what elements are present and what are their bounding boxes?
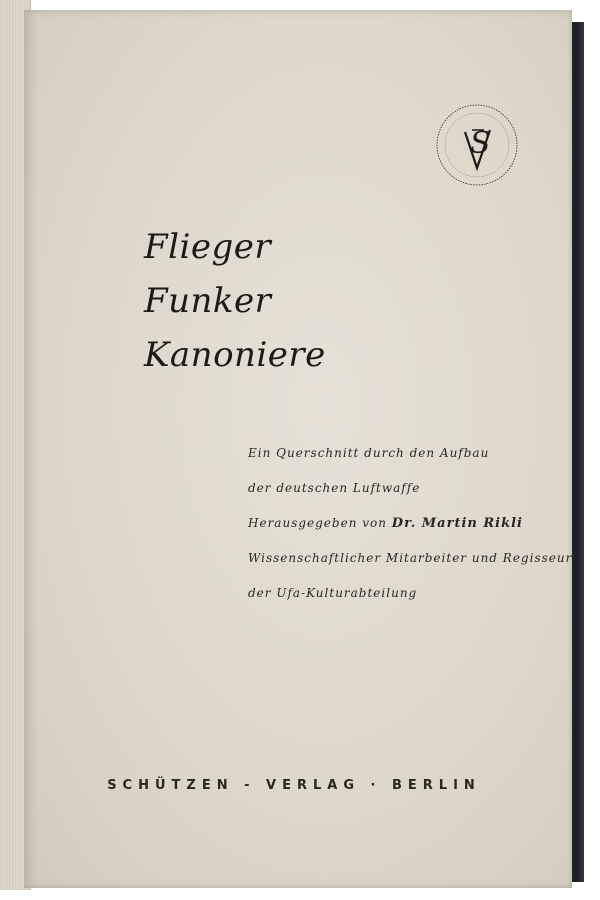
svg-text:S: S (470, 126, 491, 161)
subtitle-line-1: Ein Querschnitt durch den Aufbau (248, 446, 490, 460)
editor-prefix: Herausgegeben von (248, 516, 387, 530)
editor-line (248, 506, 572, 541)
publisher-seal-logo (432, 100, 522, 190)
subtitle-line-2: der deutschen Luftwaffe (248, 481, 421, 495)
editor-name: Dr. Martin Rikli (391, 516, 523, 531)
publisher-imprint: SCHÜTZEN - VERLAG · BERLIN (107, 778, 481, 793)
book-title (144, 220, 326, 382)
title-page (24, 10, 572, 888)
book-description (248, 436, 572, 611)
title-line-1: Flieger (144, 227, 272, 267)
title-line-3: Kanoniere (144, 335, 326, 375)
editor-role-line-2: der Ufa-Kulturabteilung (248, 586, 418, 600)
editor-role-line-1: Wissenschaftlicher Mitarbeiter und Regisseur (248, 551, 573, 565)
title-line-2: Funker (144, 281, 272, 321)
